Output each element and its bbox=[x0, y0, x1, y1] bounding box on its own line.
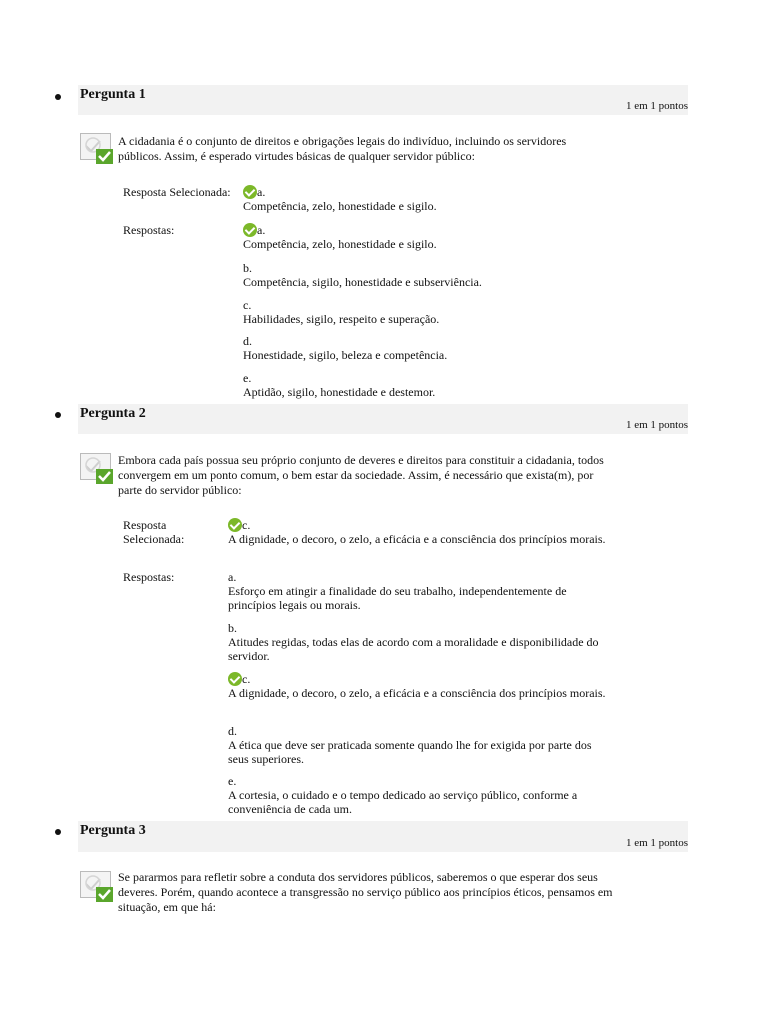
correct-answer-icon bbox=[80, 453, 114, 483]
question-text: Se pararmos para refletir sobre a conduta dos servidores públicos, saberemos o que esperar dos seus deveres. Porém, quando acontece a transgressão no serviço público aos princípios éticos, pensamos em situação, em que há: bbox=[118, 870, 613, 914]
answer-letter: a. bbox=[257, 223, 266, 237]
check-icon bbox=[243, 185, 257, 199]
question-header bbox=[78, 404, 688, 434]
answer-option bbox=[243, 298, 623, 326]
answer-letter: c. bbox=[242, 672, 251, 686]
answer-text: Competência, zelo, honestidade e sigilo. bbox=[243, 237, 437, 251]
answer-option bbox=[243, 261, 623, 289]
answer-text: A dignidade, o decoro, o zelo, a eficácia e a consciência dos princípios morais. bbox=[228, 686, 606, 700]
question-bullet bbox=[55, 94, 61, 100]
answer-letter: e. bbox=[228, 774, 237, 788]
answer-text: A dignidade, o decoro, o zelo, a eficácia e a consciência dos princípios morais. bbox=[228, 532, 606, 546]
question-bullet bbox=[55, 829, 61, 835]
answer-letter: a. bbox=[228, 570, 237, 584]
selected-answer bbox=[228, 518, 608, 546]
answer-text: Competência, zelo, honestidade e sigilo. bbox=[243, 199, 437, 213]
answer-letter: e. bbox=[243, 371, 252, 385]
selected-answer-label: Resposta Selecionada: bbox=[123, 185, 231, 199]
answer-text: A ética que deve ser praticada somente quando lhe for exigida por parte dos seus superiores. bbox=[228, 738, 592, 766]
question-title: Pergunta 2 bbox=[80, 406, 146, 421]
answer-letter: b. bbox=[228, 621, 237, 635]
question-title: Pergunta 3 bbox=[80, 823, 146, 838]
question-text: Embora cada país possua seu próprio conjunto de deveres e direitos para constituir a cidadania, todos convergem em um ponto comum, o bem estar da sociedade. Assim, é necessário que exista(m), por parte do servidor público: bbox=[118, 453, 604, 497]
answer-option bbox=[228, 570, 608, 612]
answer-letter: c. bbox=[242, 518, 251, 532]
question-points: 1 em 1 pontos bbox=[625, 419, 688, 431]
answer-option bbox=[228, 774, 608, 816]
answer-option bbox=[243, 223, 623, 251]
answer-option bbox=[228, 672, 608, 700]
selected-answer-label: Resposta Selecionada: bbox=[123, 518, 185, 546]
question-points: 1 em 1 pontos bbox=[625, 100, 688, 112]
answer-letter: d. bbox=[243, 334, 252, 348]
question-title: Pergunta 1 bbox=[80, 87, 146, 102]
check-icon bbox=[243, 223, 257, 237]
answer-option bbox=[228, 621, 608, 663]
question-text: A cidadania é o conjunto de direitos e obrigações legais do indivíduo, incluindo os servidores públicos. Assim, é esperado virtudes básicas de qualquer servidor público: bbox=[118, 134, 567, 163]
answer-option bbox=[243, 334, 623, 362]
answer-letter: d. bbox=[228, 724, 237, 738]
correct-answer-icon bbox=[80, 133, 114, 163]
correct-answer-icon bbox=[80, 871, 114, 901]
check-icon bbox=[228, 672, 242, 686]
answer-letter: a. bbox=[257, 185, 266, 199]
answer-letter: b. bbox=[243, 261, 252, 275]
selected-answer bbox=[243, 185, 623, 213]
answer-text: Habilidades, sigilo, respeito e superação. bbox=[243, 312, 440, 326]
question-header bbox=[78, 85, 688, 115]
question-header bbox=[78, 821, 688, 852]
answer-option bbox=[228, 724, 608, 766]
check-icon bbox=[228, 518, 242, 532]
answer-letter: c. bbox=[243, 298, 252, 312]
answer-text: Competência, sigilo, honestidade e subserviência. bbox=[243, 275, 482, 289]
question-bullet bbox=[55, 412, 61, 418]
answer-text: Esforço em atingir a finalidade do seu trabalho, independentemente de princípios legais ou morais. bbox=[228, 584, 567, 612]
answers-label: Respostas: bbox=[123, 570, 175, 584]
answer-text: Aptidão, sigilo, honestidade e destemor. bbox=[243, 385, 436, 399]
answer-text: Atitudes regidas, todas elas de acordo com a moralidade e disponibilidade do servidor. bbox=[228, 635, 599, 663]
question-points: 1 em 1 pontos bbox=[625, 837, 688, 849]
answers-label: Respostas: bbox=[123, 223, 175, 237]
answer-option bbox=[243, 371, 623, 399]
answer-text: Honestidade, sigilo, beleza e competência. bbox=[243, 348, 448, 362]
answer-text: A cortesia, o cuidado e o tempo dedicado ao serviço público, conforme a conveniência de cada um. bbox=[228, 788, 578, 816]
